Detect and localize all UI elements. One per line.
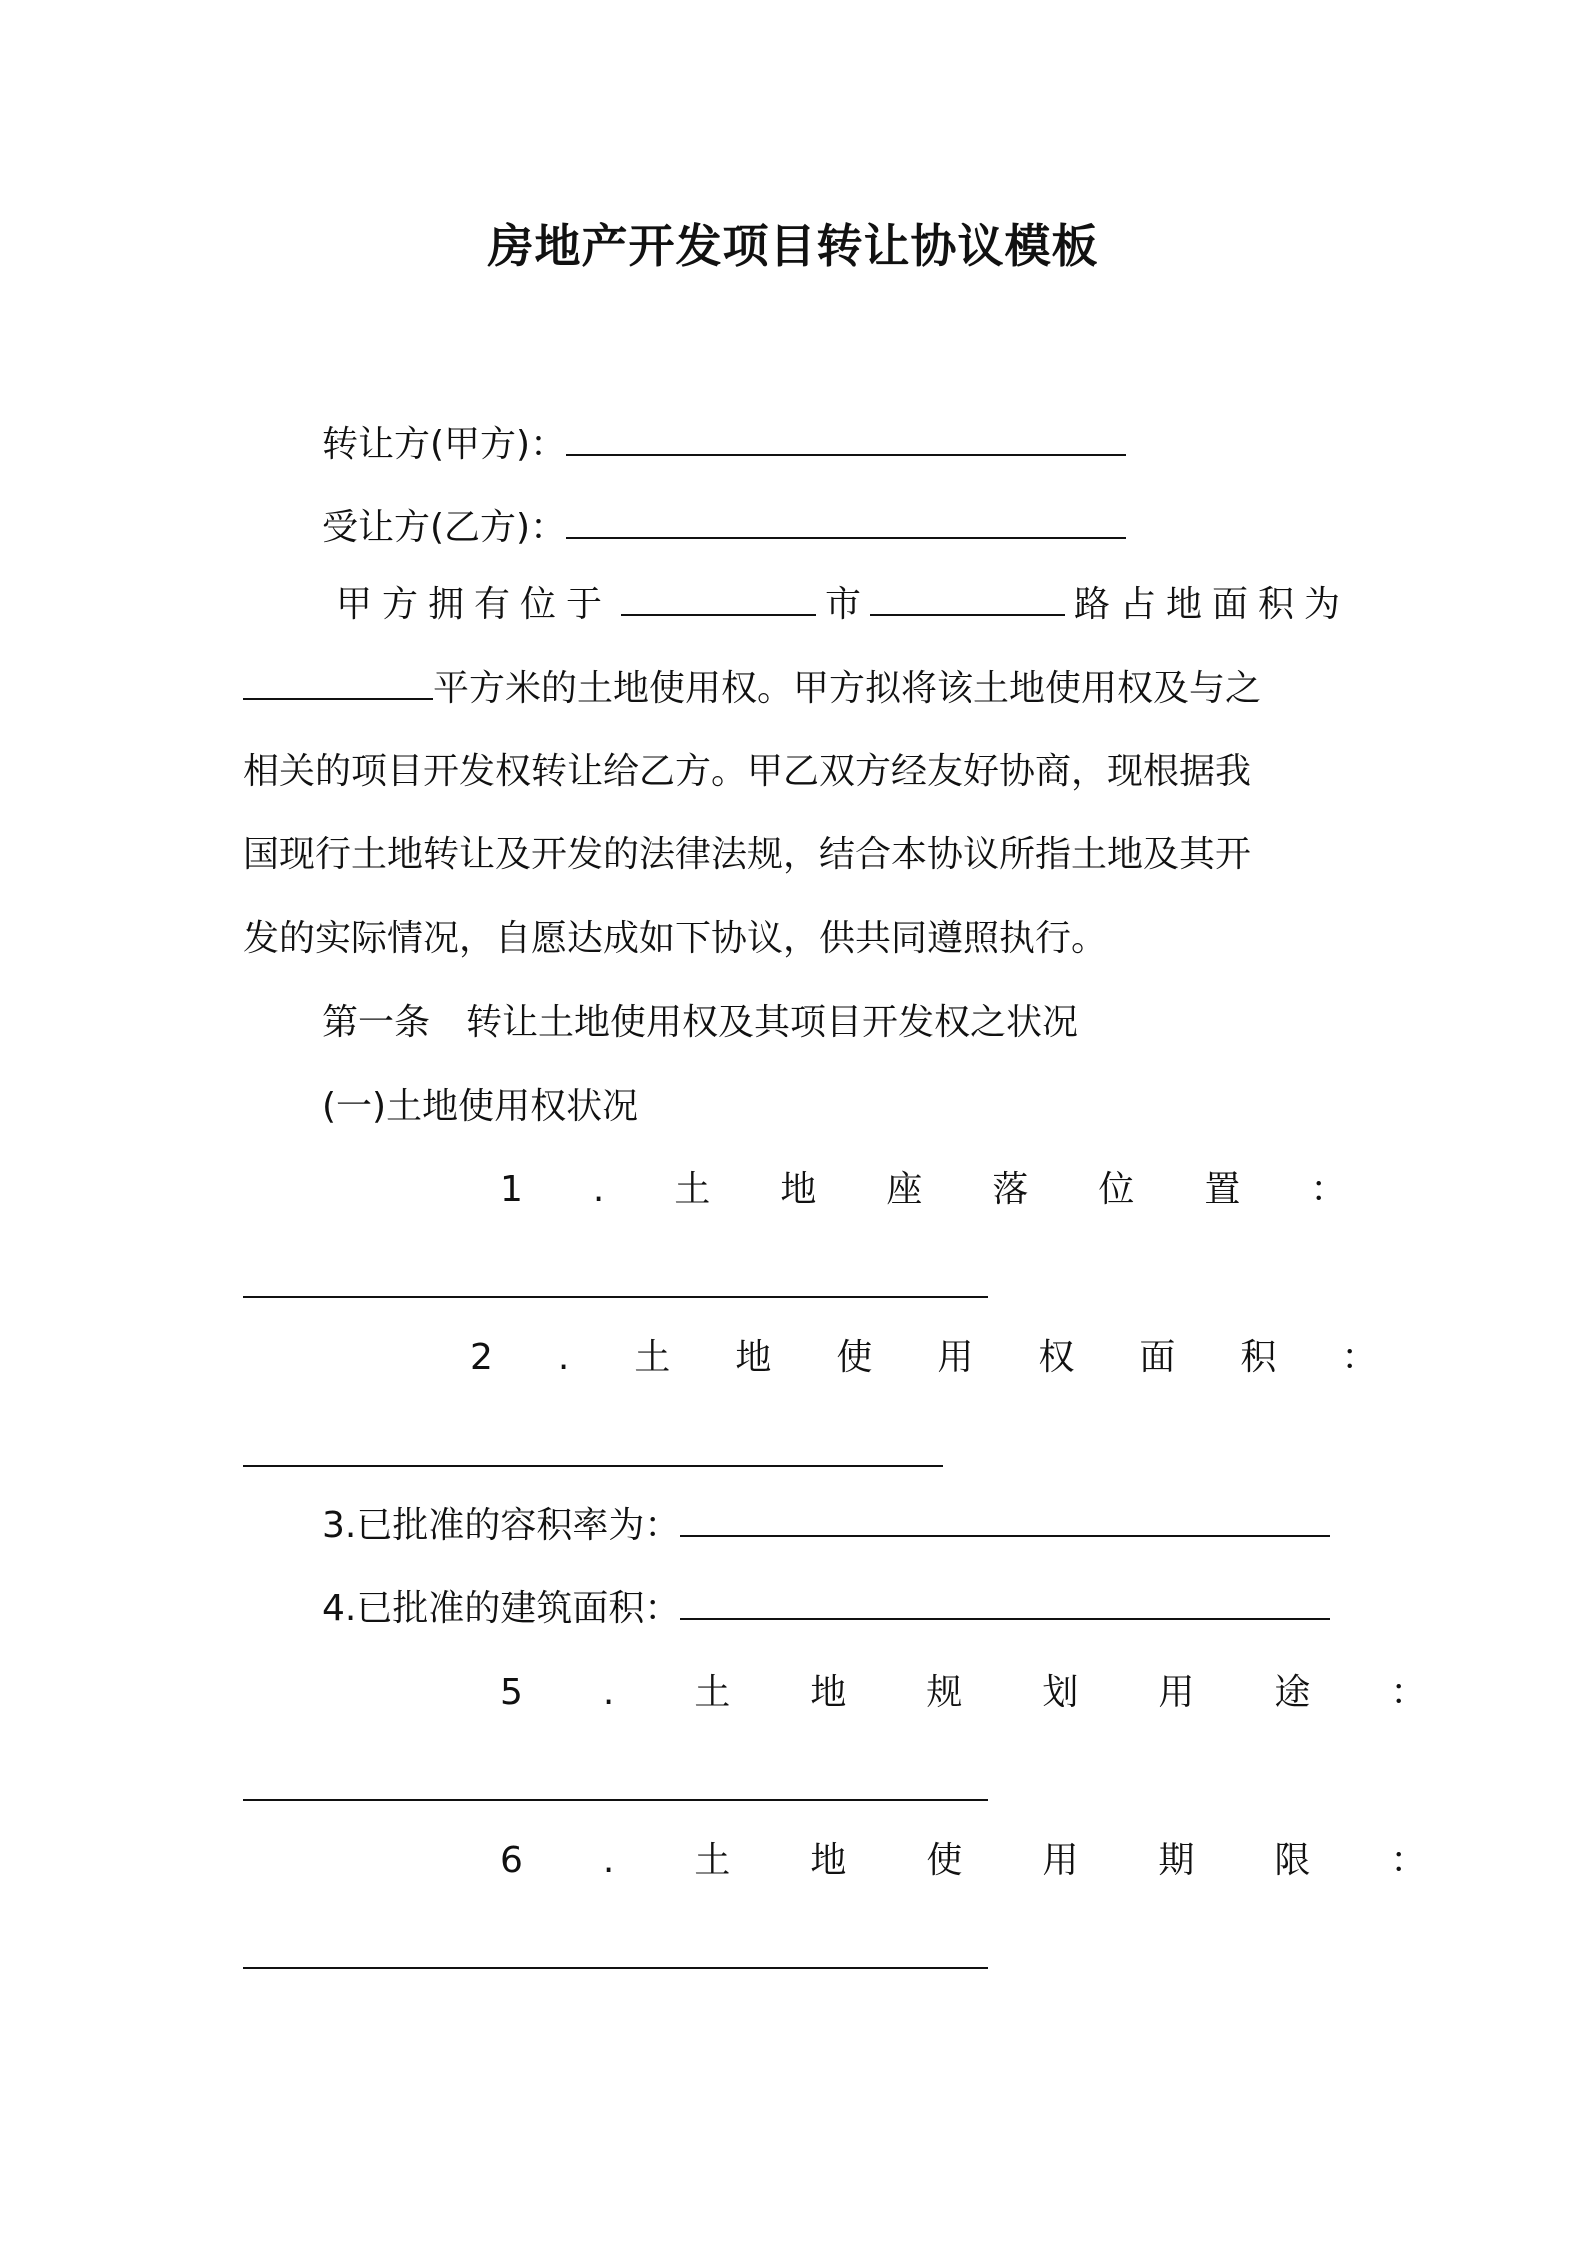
document-title: 房地产开发项目转让协议模板: [487, 219, 1099, 273]
para1-line2-rest: 平方米的土地使用权。甲方拟将该土地使用权及与之: [433, 668, 1262, 709]
para1-line4: 国现行土地转让及开发的法律法规，结合本协议所指土地及其开: [243, 834, 1252, 875]
item-6-text: 6.土地使用期限：: [500, 1840, 1507, 1881]
para1-line1: [336, 580, 1350, 630]
location-blank: [621, 580, 816, 616]
para1-line3: 相关的项目开发权转让给乙方。甲乙双方经友好协商，现根据我: [243, 751, 1252, 792]
area-blank: [243, 664, 433, 700]
para1-start: 甲方拥有位于: [336, 584, 613, 625]
transferor-label: 转让方(甲方)：: [322, 424, 567, 465]
item-2-label: [470, 1333, 1443, 1383]
item-6-blank: [243, 1967, 988, 1969]
item-1-label: [500, 1165, 1417, 1215]
transferor-line: [322, 420, 1126, 470]
para1-line2: [243, 664, 1261, 714]
item-2-text: 2.土地使用权面积：: [470, 1337, 1443, 1378]
item-1-text: 1.土地座落位置：: [500, 1169, 1417, 1210]
road-blank: [870, 580, 1065, 616]
item-3-label: 3.已批准的容积率为：: [322, 1505, 681, 1546]
item-6-label: [500, 1836, 1507, 1886]
item-2-blank: [243, 1465, 943, 1467]
para1-city: 市: [824, 584, 861, 625]
article-1-heading: 第一条 转让土地使用权及其项目开发权之状况: [322, 1002, 1079, 1043]
item-4-line: [322, 1584, 1330, 1634]
item-3-line: [322, 1501, 1330, 1551]
section-1-heading: (一)土地使用权状况: [322, 1086, 639, 1127]
item-5-blank: [243, 1799, 988, 1801]
para1-road: 路占地面积为: [1073, 584, 1350, 625]
transferee-blank: [566, 503, 1126, 539]
item-5-text: 5.土地规划用途：: [500, 1672, 1507, 1713]
transferee-label: 受让方(乙方)：: [322, 507, 567, 548]
item-4-blank: [680, 1584, 1330, 1620]
item-1-blank: [243, 1296, 988, 1298]
para1-line5: 发的实际情况，自愿达成如下协议，供共同遵照执行。: [243, 918, 1108, 959]
transferee-line: [322, 503, 1126, 553]
item-5-label: [500, 1668, 1507, 1718]
transferor-blank: [566, 420, 1126, 456]
item-3-blank: [680, 1501, 1330, 1537]
item-4-label: 4.已批准的建筑面积：: [322, 1588, 681, 1629]
